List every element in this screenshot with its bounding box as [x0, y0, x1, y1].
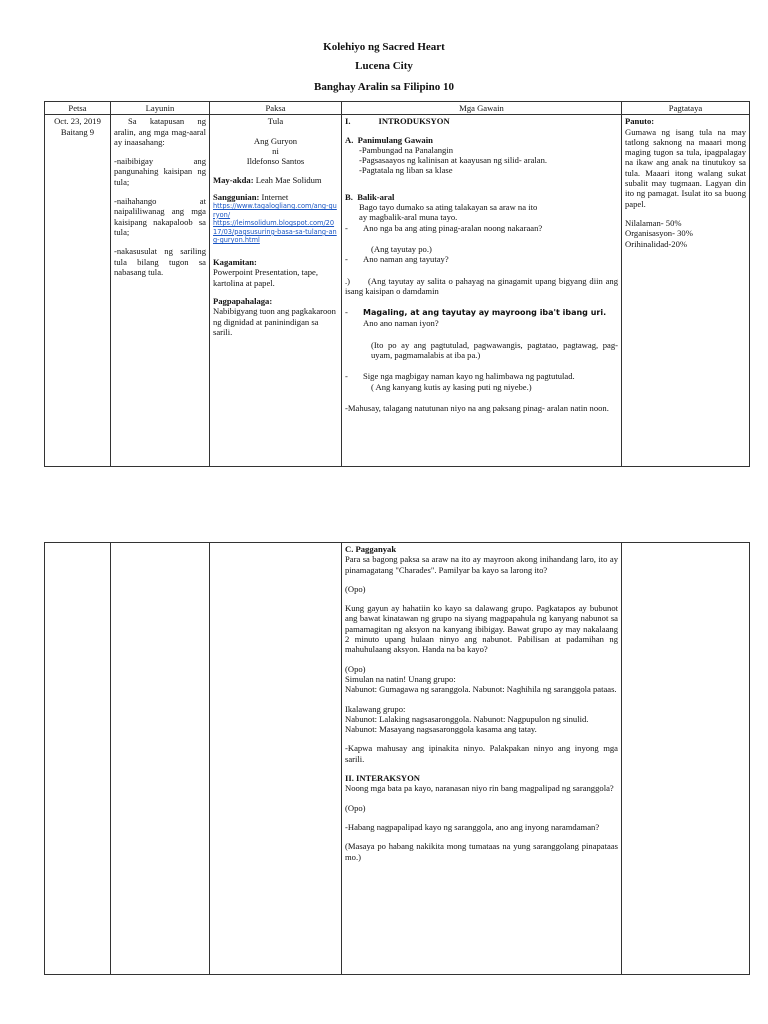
- answer: ( Ang kanyang kutis ay kasing puti ng niyebe.): [371, 381, 532, 392]
- sub-a-label: A.: [345, 134, 354, 145]
- section-title: INTRODUKSYON: [378, 116, 450, 127]
- content-row: [45, 543, 750, 975]
- kagamitan-value: Powerpoint Presentation, tape, kartolina at papel.: [213, 267, 319, 288]
- sub-a-title: Panimulang Gawain: [357, 134, 433, 145]
- reference-link-1[interactable]: https://www.tagalogliang.com/ang-guryon/: [213, 202, 337, 219]
- may-akda-value: Leah Mae Solidum: [255, 175, 322, 186]
- school-name: Kolehiyo ng Sacred Heart: [323, 41, 445, 53]
- paragraph: Noong mga bata pa kayo, naranasan niyo rin bang magpalipad ng saranggola?: [345, 783, 614, 794]
- col-pagtataya: Pagtataya: [622, 102, 750, 115]
- sub-a-item: -Pambungad na Panalangin: [359, 144, 454, 155]
- gawain-cell: [342, 115, 622, 467]
- layunin-item: -naibibigay ang pangunahing kaisipan ng tula;: [114, 156, 206, 187]
- lesson-date: Oct. 23, 2019: [54, 116, 101, 127]
- pagtataya-cell: [622, 543, 750, 975]
- answer: .) (Ang tayutay ay salita o pahayag na ginagamit upang bigyang diin ang isang kaisipan o damdamin: [345, 275, 618, 296]
- interaksyon-title: II. INTERAKSYON: [345, 773, 420, 784]
- layunin-cell: [111, 115, 210, 467]
- question: - Ano nga ba ang ating pinag-aralan noong nakaraan?: [345, 222, 543, 233]
- response: (Opo): [345, 802, 366, 813]
- panuto-title: Panuto:: [625, 116, 655, 127]
- pagpapahalaga-label: Pagpapahalaga:: [213, 295, 273, 306]
- criteria-item: Orihinalidad-20%: [625, 238, 688, 249]
- sub-b-heading: [345, 192, 618, 202]
- col-paksa: Paksa: [210, 102, 342, 115]
- paragraph: Para sa bagong paksa sa araw na ito ay mayroon akong inihandang laro, ito ay pinamagatang "Charades". Pamilyar ba kayo sa larong ito?: [345, 554, 618, 575]
- answer: (Ang tayutay po.): [371, 243, 432, 254]
- balik-aral-intro: Bago tayo dumako sa ating talakayan sa araw na ito: [359, 202, 538, 213]
- pagpapahalaga-value: Nabibigyang tuon ang pagkakaroon ng dignidad at paninindigan sa sarili.: [213, 306, 336, 337]
- closing-remark: -Mahusay, talagang natutunan niyo na ang paksang pinag- aralan natin noon.: [345, 402, 609, 413]
- layunin-item: -nakasusulat ng sariling tula bilang tugon sa nabasang tula.: [114, 246, 206, 277]
- city-name: Lucena City: [355, 60, 413, 72]
- question: - Ano naman ang tayutay?: [345, 254, 449, 265]
- response: (Masaya po habang nakikita mong tumataas na yung saranggolang pinapataas mo.): [345, 841, 618, 862]
- question: - Magaling, at ang tayutay ay mayroong iba't ibang uri. Ano ano naman iyon?: [345, 307, 607, 329]
- poem-author: Ildefonso Santos: [246, 156, 305, 167]
- header-row: [45, 102, 750, 115]
- paragraph: Nabunot: Lalaking nagsasaronggola. Nabunot: Nagpupulon ng sinulid.: [345, 713, 589, 724]
- col-layunin: Layunin: [111, 102, 210, 115]
- paragraph: -Kapwa mahusay ang ipinakita ninyo. Palakpakan ninyo ang inyong mga sarili.: [345, 743, 618, 764]
- content-row: [45, 115, 750, 467]
- petsa-cell: [45, 543, 111, 975]
- paragraph: Ikalawang grupo:: [345, 703, 406, 714]
- sanggunian: [213, 192, 338, 202]
- paksa-cell: [210, 115, 342, 467]
- balik-aral-intro: ay magbalik-aral muna tayo.: [359, 212, 458, 223]
- section-number: I.: [345, 116, 351, 127]
- plan-title: Banghay Aralin sa Filipino 10: [314, 81, 454, 93]
- grade-level: Baitang 9: [60, 126, 95, 137]
- section-introduksyon: [345, 116, 618, 126]
- pagganyak-title: C. Pagganyak: [345, 544, 397, 554]
- sub-b-title: Balik-aral: [357, 191, 395, 202]
- sanggunian-label: Sanggunian:: [213, 191, 260, 202]
- paragraph: Nabunot: Gumagawa ng saranggola. Nabunot: Naghihila ng saranggola pataas.: [345, 684, 617, 695]
- sub-a-heading: [345, 135, 618, 145]
- layunin-item: -naihahango at naipaliliwanag ang mga kaisipang nakapaloob sa tula;: [114, 196, 206, 237]
- col-gawain: Mga Gawain: [342, 102, 622, 115]
- kagamitan-label: Kagamitan:: [213, 257, 257, 268]
- sanggunian-value: Internet: [261, 191, 289, 202]
- sub-a-item: -Pagsasaayos ng kalinisan at kaayusan ng silid- aralan.: [359, 155, 548, 166]
- may-akda: [213, 175, 338, 185]
- question: - Sige nga magbigay naman kayo ng halimbawa ng pagtutulad.: [345, 371, 575, 382]
- paragraph: Kung gayun ay hahatiin ko kayo sa dalawang grupo. Pagkatapos ay bubunot ang bawat kinatawan ng grupo na siyang magpapahula ng kanyang nabunot sa pamamagitan ng aksyon na kanyang ibibigay. Bawat grupo ay may nakalaang 2 minuto upang hulaan ninyo ang nabunot. Pabilisan at padamihan ng mahuhulaang aksyon. Handa na ba kayo?: [345, 603, 618, 655]
- criteria-item: Nilalaman- 50%: [625, 217, 682, 228]
- gawain-cell: [342, 543, 622, 975]
- reference-link-2[interactable]: https://leimsolidum.blogspot.com/2017/03/pagsusuring-basa-sa-tulang-ang-guryon.html: [213, 219, 337, 245]
- poem-by: ni: [272, 145, 279, 156]
- panuto-body: Gumawa ng isang tula na may tatlong saknong na maaari mong maging tugon sa tula, ipagpalagay na ikaw ang anak na tinutukoy sa tula. Maaari itong walang sukat subalit may tugmaan. Lagyan din ito ng pamagat. Isulat ito sa buong papel.: [625, 126, 746, 209]
- response: (Opo): [345, 663, 366, 674]
- paragraph: -Habang nagpapalipad kayo ng saranggola, ano ang inyong naramdaman?: [345, 821, 600, 832]
- poem-title: Ang Guryon: [253, 135, 298, 146]
- response: (Opo): [345, 583, 366, 594]
- answer: (Ito po ay ang pagtutulad, pagwawangis, pagtatao, pagtawag, pag-uyam, pagmamalabis at iba pa.): [371, 339, 618, 361]
- paragraph: Nabunot: Masayang nagsasaronggola kasama ang tatay.: [345, 724, 537, 735]
- petsa-cell: [45, 115, 111, 467]
- layunin-intro: Sa katapusan ng aralin, ang mga mag-aaral ay inaasahang:: [114, 116, 206, 147]
- pagtataya-cell: [622, 115, 750, 467]
- sub-a-item: -Pagtatala ng liban sa klase: [359, 165, 453, 176]
- may-akda-label: May-akda:: [213, 175, 254, 186]
- paragraph: Simulan na natin! Unang grupo:: [345, 673, 456, 684]
- paksa-type: Tula: [267, 116, 284, 127]
- paksa-cell: [210, 543, 342, 975]
- col-petsa: Petsa: [45, 102, 111, 115]
- criteria-item: Organisasyon- 30%: [625, 228, 693, 239]
- sub-b-label: B.: [345, 191, 353, 202]
- lesson-plan-table-1: [44, 101, 750, 467]
- lesson-plan-table-2: [44, 542, 750, 975]
- layunin-cell: [111, 543, 210, 975]
